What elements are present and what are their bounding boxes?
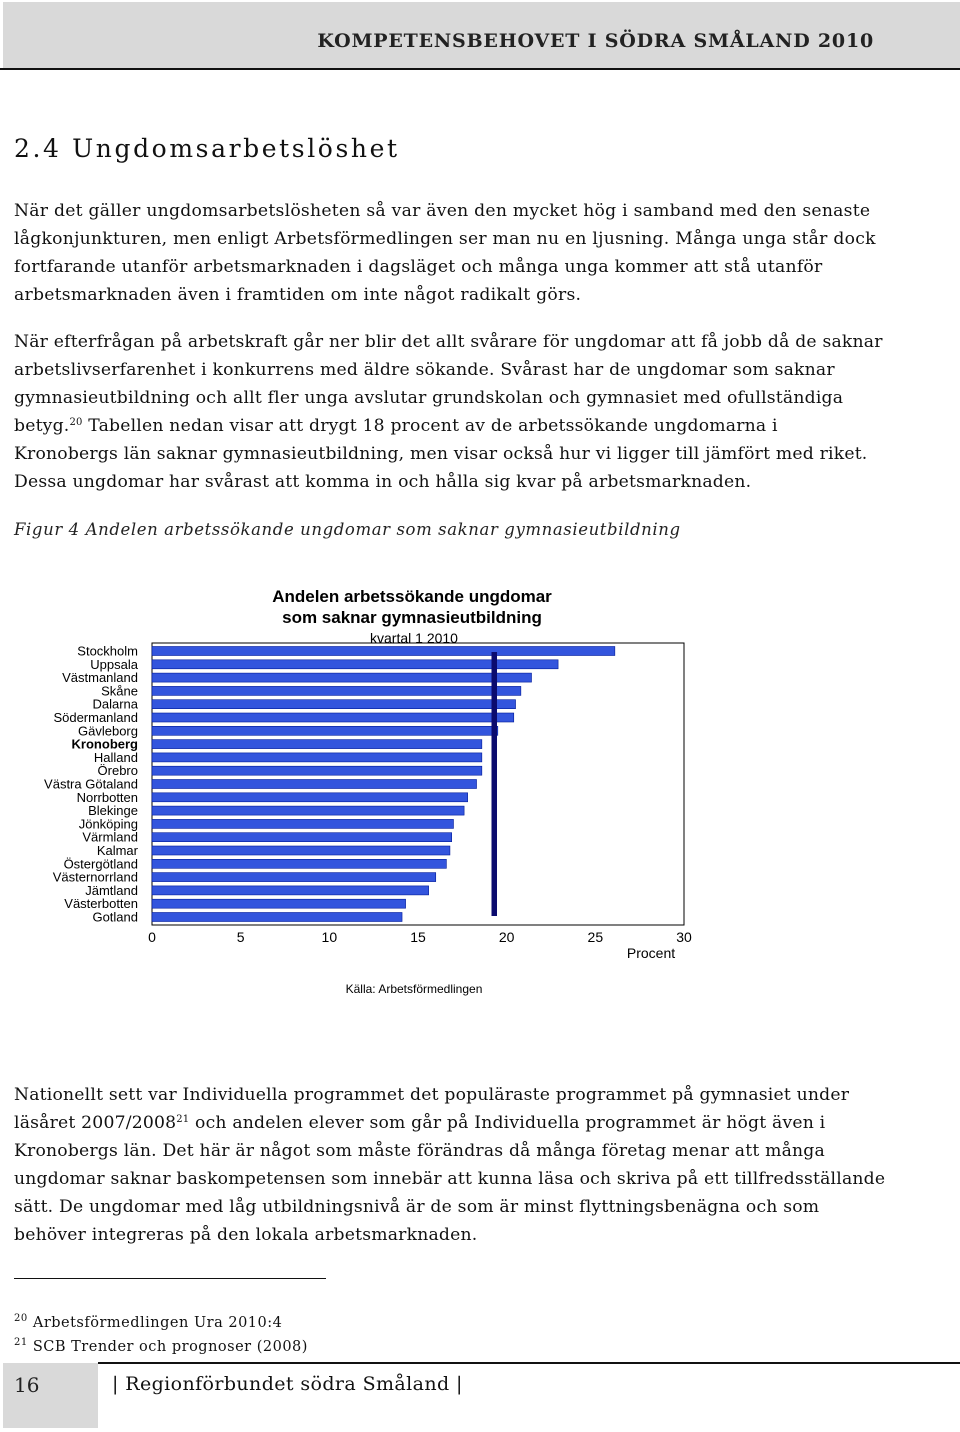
category-label: Skåne <box>101 683 138 699</box>
bar-uppsala <box>152 660 558 669</box>
p3-line: behöver integreras på den lokala arbetsmarknaden. <box>14 1225 478 1245</box>
category-label: Dalarna <box>92 696 138 712</box>
footnote-number: 20 <box>14 1313 28 1324</box>
section-title: 2.4 Ungdomsarbetslöshet <box>14 134 400 163</box>
p1-line: arbetsmarknaden även i framtiden om inte något radikalt görs. <box>14 285 582 305</box>
bar-västernorrland <box>152 873 436 882</box>
paragraph-1 <box>14 197 949 309</box>
bar-kronoberg <box>152 740 482 749</box>
bar-norrbotten <box>152 793 468 802</box>
footnote-text: SCB Trender och prognoser (2008) <box>32 1339 308 1355</box>
paragraph-3 <box>14 1081 949 1249</box>
footnote-text: Arbetsförmedlingen Ura 2010:4 <box>32 1315 283 1331</box>
x-tick-label: 0 <box>148 929 156 945</box>
p2-line: När efterfrågan på arbetskraft går ner blir det allt svårare för ungdomar att få jobb då de saknar <box>14 332 883 352</box>
bar-örebro <box>152 766 482 775</box>
bar-västerbotten <box>152 899 406 908</box>
category-label: Västmanland <box>62 670 138 686</box>
bar-halland <box>152 753 482 762</box>
chart-title-line-1: Andelen arbetssökande ungdomar <box>272 587 552 606</box>
category-label: Örebro <box>97 763 138 779</box>
category-label: Kronoberg <box>71 736 138 752</box>
x-axis-label: Procent <box>626 945 676 961</box>
p3-line: ungdomar saknar baskompetensen som innebär att kunna läsa och skriva på ett tillfredsställande <box>14 1169 886 1189</box>
category-label: Blekinge <box>88 803 138 819</box>
bar-jönköping <box>152 819 453 828</box>
footer-rule <box>98 1362 960 1364</box>
category-label: Gävleborg <box>78 723 138 739</box>
x-tick-label: 10 <box>321 929 338 945</box>
footnote-ref-21[interactable]: 21 <box>176 1114 190 1125</box>
x-tick-label: 15 <box>410 929 426 945</box>
x-tick-label: 30 <box>676 929 692 945</box>
p2-line: Tabellen nedan visar att drygt 18 procent av de arbetssökande ungdomarna i <box>82 416 778 436</box>
chart-subtitle: kvartal 1 2010 <box>370 630 458 646</box>
footnote-number: 21 <box>14 1337 28 1348</box>
chart-source: Källa: Arbetsförmedlingen <box>345 982 483 996</box>
figure-caption: Figur 4 Andelen arbetssökande ungdomar som saknar gymnasieutbildning <box>14 520 681 539</box>
category-label: Stockholm <box>77 643 138 659</box>
bar-kalmar <box>152 846 450 855</box>
category-label: Jönköping <box>78 816 138 832</box>
p1-line: När det gäller ungdomsarbetslösheten så var även den mycket hög i samband med den senaste <box>14 201 871 221</box>
p2-line: Kronobergs län saknar gymnasieutbildning, men visar också hur vi ligger till jämfört med riket. <box>14 444 868 464</box>
p3-line: sätt. De ungdomar med låg utbildningsnivå är de som är minst flyttningsbenägna och som <box>14 1197 820 1217</box>
running-header-title: KOMPETENSBEHOVET I SÖDRA SMÅLAND 2010 <box>317 30 874 52</box>
category-label: Värmland <box>82 829 138 845</box>
bar-värmland <box>152 833 452 842</box>
p2-line: betyg. <box>14 416 70 436</box>
category-label: Västra Götaland <box>44 776 138 792</box>
bar-stockholm <box>152 647 615 656</box>
footnote-ref-20[interactable]: 20 <box>69 417 83 428</box>
bar-gotland <box>152 913 402 922</box>
bar-blekinge <box>152 806 464 815</box>
bar-västmanland <box>152 673 531 682</box>
header-rule <box>0 68 960 70</box>
category-label: Kalmar <box>96 843 138 858</box>
bar-gävleborg <box>152 726 498 735</box>
p2-line: arbetslivserfarenhet i konkurrens med äldre sökande. Svårast har de ungdomar som saknar <box>14 360 835 380</box>
category-label: Gotland <box>92 909 138 925</box>
p3-line: och andelen elever som går på Individuella programmet är högt även i <box>189 1113 826 1133</box>
plot-area <box>44 643 692 945</box>
p3-line: läsåret 2007/2008 <box>14 1113 177 1133</box>
bar-östergötland <box>152 859 446 868</box>
category-label: Västerbotten <box>64 896 138 912</box>
bar-västra-götaland <box>152 780 477 789</box>
category-label: Norrbotten <box>76 789 138 805</box>
footnote-rule <box>14 1278 326 1279</box>
page-number: 16 <box>14 1373 40 1397</box>
bar-dalarna <box>152 700 516 709</box>
bar-jämtland <box>152 886 429 895</box>
p3-line: Kronobergs län. Det här är något som måste förändras då många företag menar att många <box>14 1141 825 1161</box>
category-label: Östergötland <box>63 856 138 872</box>
p1-line: fortfarande utanför arbetsmarknaden i dagsläget och många unga kommer att stå utanför <box>14 257 823 277</box>
category-label: Jämtland <box>85 882 138 898</box>
category-label: Södermanland <box>53 710 138 725</box>
footnote-21 <box>14 1339 308 1355</box>
p3-line: Nationellt sett var Individuella programmet det populäraste programmet på gymnasiet under <box>14 1085 850 1105</box>
x-tick-label: 5 <box>236 929 245 945</box>
footer-organization: | Regionförbundet södra Småland | <box>112 1373 463 1395</box>
category-label: Uppsala <box>90 656 138 672</box>
category-label: Västernorrland <box>52 869 138 885</box>
bar-chart <box>0 570 960 1010</box>
footnote-20 <box>14 1315 282 1331</box>
x-tick-label: 25 <box>587 929 604 945</box>
p1-line: lågkonjunkturen, men enligt Arbetsförmedlingen ser man nu en ljusning. Många unga står dock <box>14 229 876 249</box>
bar-skåne <box>152 686 521 695</box>
bar-södermanland <box>152 713 514 722</box>
p2-line: Dessa ungdomar har svårast att komma in och hålla sig kvar på arbetsmarknaden. <box>14 472 752 492</box>
x-tick-label: 20 <box>498 929 515 945</box>
paragraph-2 <box>14 328 949 496</box>
p2-line: gymnasieutbildning och allt fler unga avslutar grundskolan och gymnasiet med ofullständiga <box>14 388 844 408</box>
chart-title-line-2: som saknar gymnasieutbildning <box>282 608 542 627</box>
category-label: Halland <box>93 749 138 765</box>
